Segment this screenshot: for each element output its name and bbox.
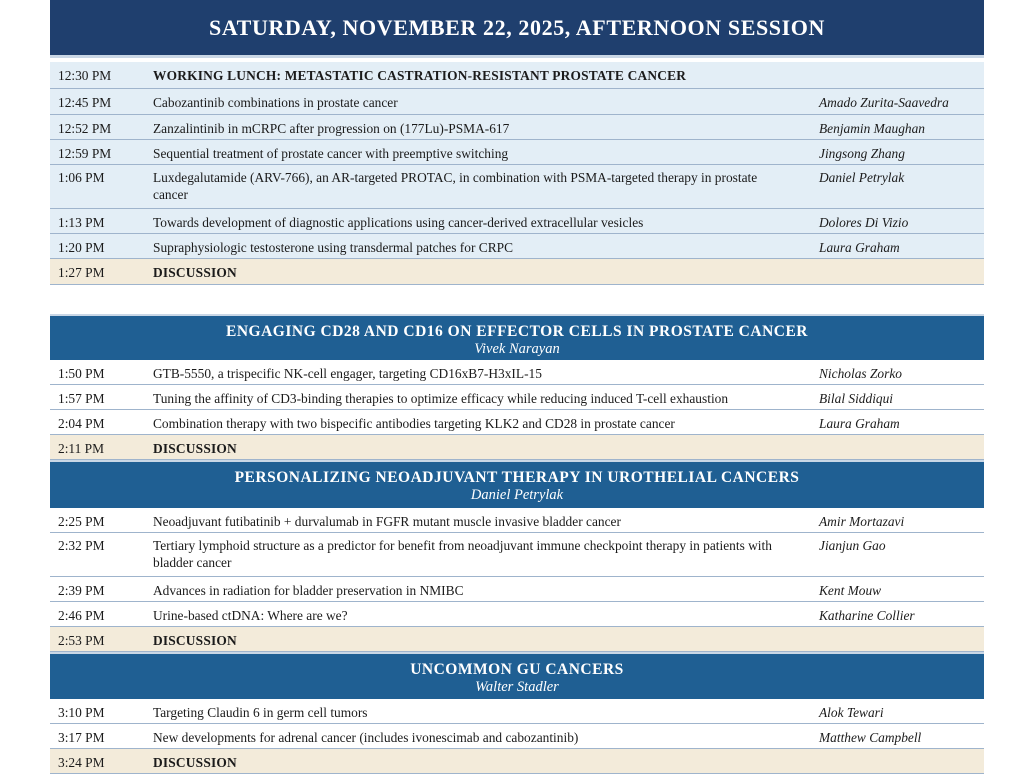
table-row	[50, 602, 984, 627]
row-speaker: Matthew Campbell	[819, 730, 922, 745]
discussion-row	[50, 627, 984, 652]
lunch-block	[50, 62, 984, 285]
row-speaker: Nicholas Zorko	[819, 366, 902, 381]
row-time: 2:53 PM	[58, 633, 105, 648]
discussion-row	[50, 749, 984, 774]
row-speaker: Jingsong Zhang	[819, 146, 905, 161]
row-time: 3:17 PM	[58, 730, 105, 745]
row-speaker: Bilal Siddiqui	[819, 391, 894, 406]
section-chair: Vivek Narayan	[474, 341, 560, 357]
section-header	[50, 460, 984, 508]
session-block	[50, 460, 984, 652]
table-row	[50, 699, 984, 724]
session-title: SATURDAY, NOVEMBER 22, 2025, AFTERNOON SESSION	[208, 14, 825, 40]
row-time: 1:13 PM	[58, 215, 105, 230]
row-time: 1:57 PM	[58, 391, 105, 406]
table-row	[50, 89, 984, 115]
row-time: 3:10 PM	[58, 705, 105, 720]
row-title: Zanzalintinib in mCRPC after progression on (177Lu)-PSMA-617	[153, 121, 510, 136]
row-speaker: Laura Graham	[819, 416, 900, 431]
table-row	[50, 165, 984, 209]
row-speaker: Kent Mouw	[819, 583, 882, 598]
table-row	[50, 508, 984, 533]
row-title: WORKING LUNCH: METASTATIC CASTRATION-RESISTANT PROSTATE CANCER	[153, 68, 687, 83]
row-time: 12:30 PM	[58, 68, 112, 83]
row-title: Supraphysiologic testosterone using transdermal patches for CRPC	[153, 240, 514, 255]
row-time: 2:25 PM	[58, 514, 105, 529]
session-block	[50, 314, 984, 460]
table-row	[50, 140, 984, 165]
section-chair: Walter Stadler	[475, 679, 559, 695]
row-title: Towards development of diagnostic applications using cancer-derived extracellular vesicles	[153, 215, 644, 230]
row-time: 2:46 PM	[58, 608, 105, 623]
row-title: DISCUSSION	[153, 755, 237, 770]
table-row	[50, 410, 984, 435]
row-speaker: Amado Zurita-Saavedra	[819, 95, 949, 110]
row-title: Targeting Claudin 6 in germ cell tumors	[153, 705, 368, 720]
schedule-page	[50, 0, 984, 774]
row-speaker: Laura Graham	[819, 240, 900, 255]
table-row	[50, 533, 984, 577]
row-title: Tuning the affinity of CD3-binding therapies to optimize efficacy while reducing induced T-cell exhaustion	[153, 391, 729, 406]
session-block	[50, 652, 984, 774]
row-time: 2:11 PM	[58, 441, 105, 456]
row-time: 2:04 PM	[58, 416, 105, 431]
row-title: New developments for adrenal cancer (includes ivonescimab and cabozantinib)	[153, 730, 579, 745]
row-time: 2:32 PM	[58, 538, 105, 553]
row-speaker: Dolores Di Vizio	[819, 215, 909, 230]
discussion-row	[50, 259, 984, 285]
row-speaker: Amir Mortazavi	[819, 514, 905, 529]
section-chair: Daniel Petrylak	[470, 487, 564, 503]
row-time: 12:59 PM	[58, 146, 112, 161]
table-row	[50, 234, 984, 259]
row-title: DISCUSSION	[153, 441, 237, 456]
row-time: 1:50 PM	[58, 366, 105, 381]
row-title: Luxdegalutamide (ARV-766), an AR-targeted PROTAC, in combination with PSMA-targeted therapy in prostate cancer	[153, 170, 758, 202]
row-time: 12:45 PM	[58, 95, 112, 110]
row-time: 12:52 PM	[58, 121, 112, 136]
table-row	[50, 577, 984, 602]
row-time: 1:06 PM	[58, 170, 105, 185]
row-title: Tertiary lymphoid structure as a predictor for benefit from neoadjuvant immune checkpoint therapy in patients with bladder cancer	[153, 538, 772, 570]
row-time: 1:20 PM	[58, 240, 105, 255]
table-row	[50, 385, 984, 410]
discussion-row	[50, 435, 984, 460]
row-time: 1:27 PM	[58, 265, 105, 280]
section-header	[50, 314, 984, 360]
row-title: DISCUSSION	[153, 265, 237, 280]
row-speaker: Jianjun Gao	[819, 538, 886, 553]
section-title: UNCOMMON GU CANCERS	[410, 661, 624, 678]
row-title: GTB-5550, a trispecific NK-cell engager, targeting CD16xB7-H3xIL-15	[153, 366, 542, 381]
row-speaker: Katharine Collier	[819, 608, 915, 623]
row-speaker: Alok Tewari	[819, 705, 884, 720]
row-title: Neoadjuvant futibatinib + durvalumab in FGFR mutant muscle invasive bladder cancer	[153, 514, 621, 529]
table-row	[50, 724, 984, 749]
section-title: ENGAGING CD28 AND CD16 ON EFFECTOR CELLS IN PROSTATE CANCER	[226, 323, 808, 340]
row-title: Cabozantinib combinations in prostate cancer	[153, 95, 398, 110]
table-row	[50, 360, 984, 385]
row-title: Urine-based ctDNA: Where are we?	[153, 608, 348, 623]
row-title: Combination therapy with two bispecific antibodies targeting KLK2 and CD28 in prostate cancer	[153, 416, 675, 431]
section-title: PERSONALIZING NEOADJUVANT THERAPY IN UROTHELIAL CANCERS	[234, 469, 800, 486]
row-time: 3:24 PM	[58, 755, 105, 770]
row-title: Advances in radiation for bladder preservation in NMIBC	[153, 583, 464, 598]
row-speaker: Daniel Petrylak	[819, 170, 905, 185]
row-title: Sequential treatment of prostate cancer with preemptive switching	[153, 146, 509, 161]
session-header	[50, 0, 984, 58]
row-time: 2:39 PM	[58, 583, 105, 598]
row-speaker: Benjamin Maughan	[819, 121, 925, 136]
section-header	[50, 652, 984, 699]
table-row	[50, 209, 984, 234]
lunch-title-row	[50, 62, 984, 89]
table-row	[50, 115, 984, 140]
row-title: DISCUSSION	[153, 633, 237, 648]
